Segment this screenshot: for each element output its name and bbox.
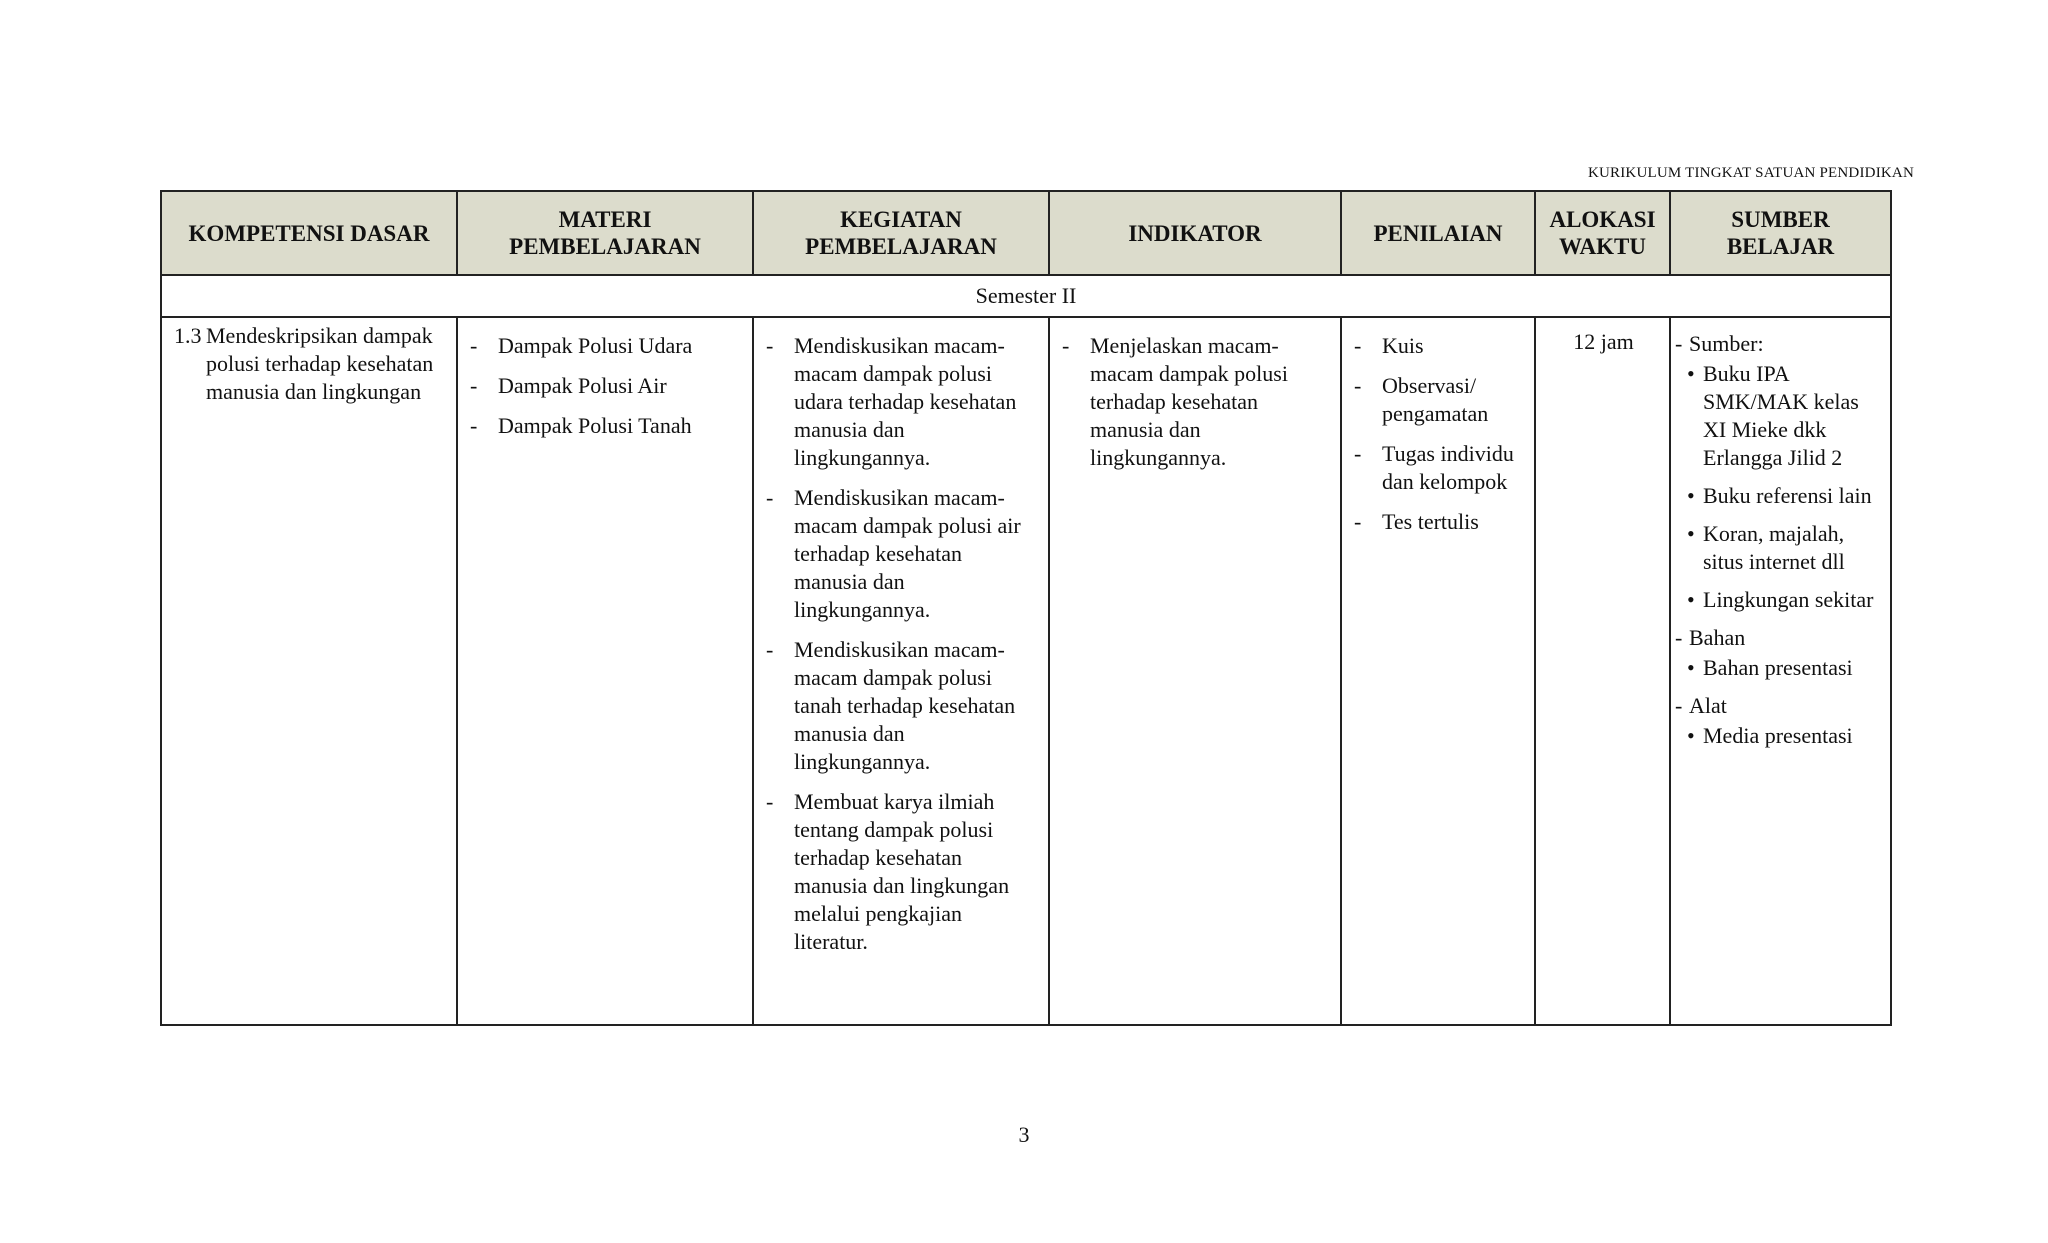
bahan-label: - Bahan [1675,625,1746,650]
list-item: - Dampak Polusi Tanah [470,413,692,438]
list-item: • Buku IPA SMK/MAK kelas XI Mieke dkk Erlangga Jilid 2 [1687,361,1859,470]
header-kompetensi-dasar: KOMPETENSI DASAR [161,191,457,275]
list-item: - Kuis [1354,333,1424,358]
sumber-belajar-cell [1670,317,1891,1025]
list-item: - Dampak Polusi Air [470,373,667,398]
list-item: - Tugas individu dan kelompok [1354,441,1514,494]
header-indikator: INDIKATOR [1049,191,1341,275]
list-item: • Buku referensi lain [1687,483,1872,508]
list-item: - Observasi/ pengamatan [1354,373,1489,426]
table-row [161,317,1891,1025]
materi-cell [457,317,753,1025]
list-item: - Mendiskusikan macam-macam dampak polusi air terhadap kesehatan manusia dan lingkungannya. [766,485,1021,622]
alokasi-waktu-cell [1535,317,1670,1025]
list-item: • Lingkungan sekitar [1687,587,1874,612]
list-item: - Membuat karya ilmiah tentang dampak polusi terhadap kesehatan manusia dan lingkungan melalui pengkajian literatur. [766,789,1010,954]
table-header-row [161,191,1891,275]
semester-row [161,275,1891,317]
kd-text: Mendeskripsikan dampak polusi terhadap kesehatan manusia dan lingkungan [206,323,434,404]
list-item: - Menjelaskan macam-macam dampak polusi terhadap kesehatan manusia dan lingkungannya. [1062,333,1288,470]
syllabus-table [160,190,1892,1026]
list-item: • Media presentasi [1687,723,1853,748]
page-number: 3 [1018,1122,1030,1147]
list-item: - Tes tertulis [1354,509,1479,534]
indikator-cell [1049,317,1341,1025]
header-sumber-belajar: SUMBER BELAJAR [1670,191,1891,275]
kegiatan-cell [753,317,1049,1025]
list-item: • Bahan presentasi [1687,655,1853,680]
list-item: • Koran, majalah, situs internet dll [1687,521,1845,574]
header-materi: MATERI PEMBELAJARAN [457,191,753,275]
sumber-label: - Sumber: [1675,331,1764,356]
kompetensi-dasar-cell [161,317,457,1025]
alokasi-value: 12 jam [1573,329,1634,354]
penilaian-cell [1341,317,1535,1025]
document-header: KURIKULUM TINGKAT SATUAN PENDIDIKAN [1587,165,1914,181]
header-alokasi-waktu: ALOKASI WAKTU [1535,191,1670,275]
alat-label: - Alat [1675,693,1727,718]
kd-number: 1.3 [174,323,202,348]
header-kegiatan: KEGIATAN PEMBELAJARAN [753,191,1049,275]
header-penilaian: PENILAIAN [1341,191,1535,275]
list-item: - Dampak Polusi Udara [470,333,693,358]
list-item: - Mendiskusikan macam-macam dampak polusi udara terhadap kesehatan manusia dan lingkungannya. [766,333,1017,470]
list-item: - Mendiskusikan macam-macam dampak polusi tanah terhadap kesehatan manusia dan lingkungannya. [766,637,1016,774]
semester-label: Semester II [161,275,1891,317]
